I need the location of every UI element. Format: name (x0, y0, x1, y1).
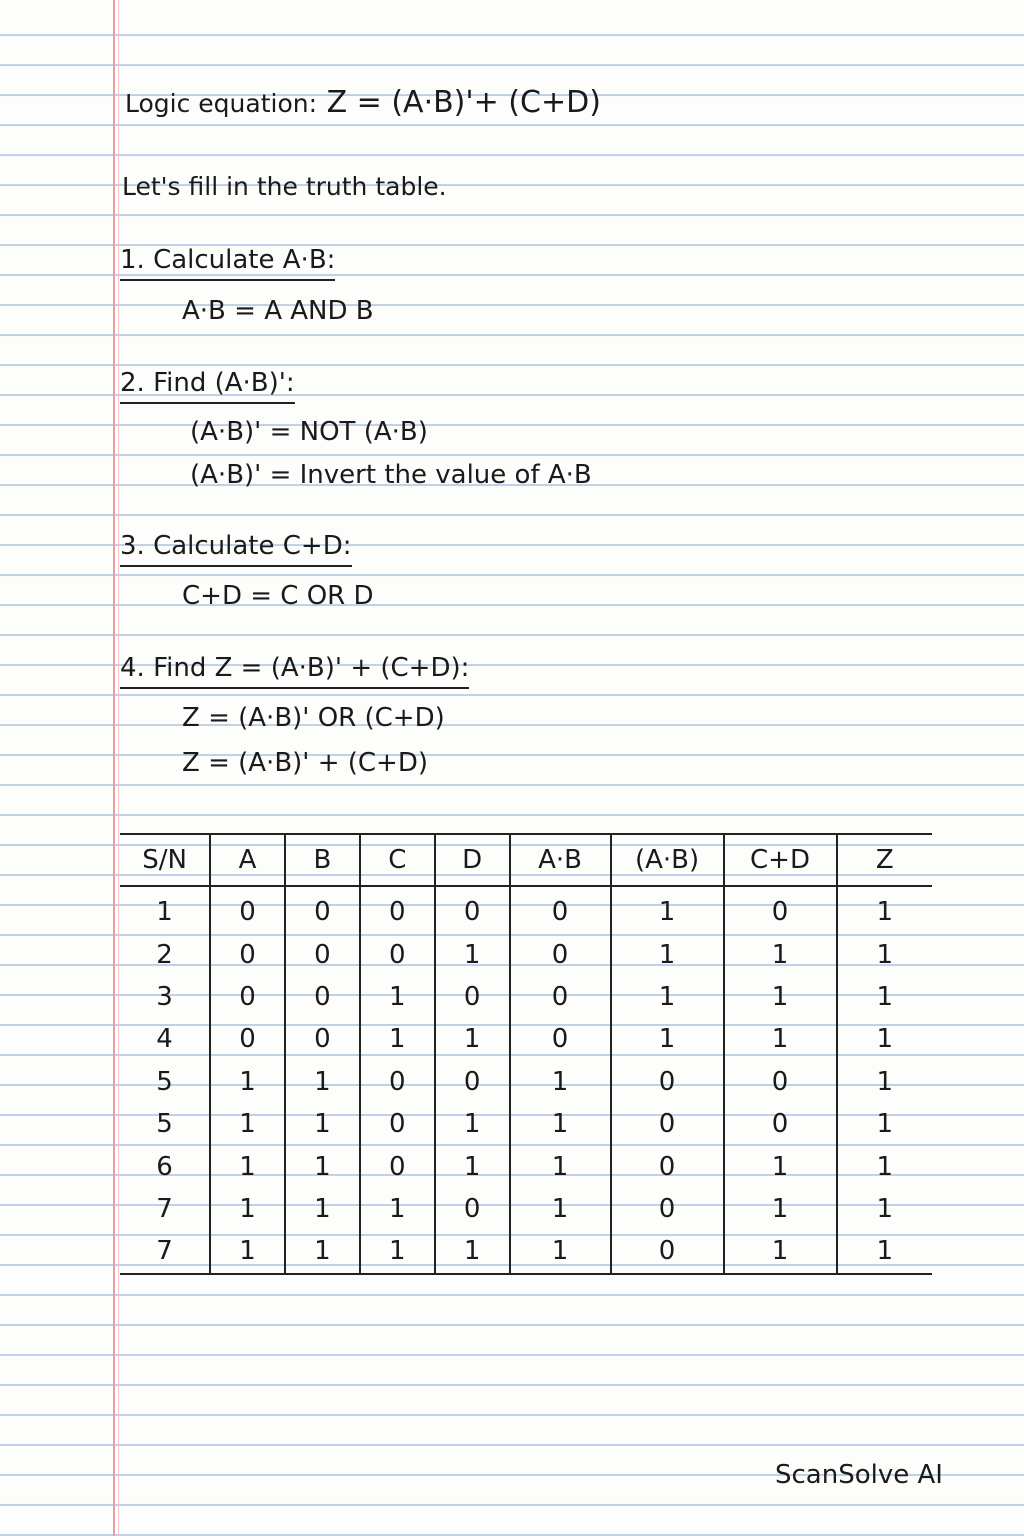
step-3-heading: 3. Calculate C+D: (120, 533, 352, 559)
header-z: Z (837, 834, 933, 886)
footer-brand: ScanSolve AI (775, 1460, 943, 1490)
table-cell: 1 (837, 1018, 933, 1060)
step-3-line-1: C+D = C OR D (182, 581, 374, 611)
table-cell: 1 (724, 1230, 837, 1273)
table-cell: 1 (611, 886, 724, 933)
step-2-line-1: (A·B)' = NOT (A·B) (190, 417, 428, 447)
table-cell: 1 (510, 1188, 611, 1230)
step-2-heading: 2. Find (A·B)': (120, 370, 295, 396)
table-cell: 0 (360, 886, 435, 933)
table-cell: 0 (210, 976, 285, 1018)
table-cell: 1 (837, 1230, 933, 1273)
table-cell: 3 (156, 981, 173, 1012)
table-cell: 1 (724, 976, 837, 1018)
table-cell: 1 (285, 1061, 360, 1103)
table-cell: 0 (435, 1188, 510, 1230)
table-cell: 0 (611, 1145, 724, 1187)
header-sn: S/N (120, 834, 210, 886)
table-cell: 0 (360, 933, 435, 975)
header-a-and-b: A·B (510, 834, 611, 886)
table-cell: 0 (611, 1230, 724, 1273)
table-cell: 0 (285, 976, 360, 1018)
table-cell: 1 (837, 1188, 933, 1230)
table-cell: 4 (156, 1024, 173, 1055)
table-body (120, 886, 932, 1274)
table-row (120, 1018, 932, 1060)
header-a: A (210, 834, 285, 886)
table-cell: 1 (435, 1145, 510, 1187)
table-row (120, 886, 932, 933)
table-cell: 1 (510, 1230, 611, 1273)
table-cell: 1 (360, 1188, 435, 1230)
table-cell: 1 (837, 1061, 933, 1103)
table-cell: 1 (837, 886, 933, 933)
title-equation: Z = (A·B)'+ (C+D) (326, 85, 601, 120)
step-4-line-2: Z = (A·B)' + (C+D) (182, 748, 429, 778)
table-cell: 1 (156, 897, 173, 928)
table-cell: 0 (360, 1145, 435, 1187)
table-cell: 1 (724, 933, 837, 975)
table-cell: 0 (435, 976, 510, 1018)
table-header-row (120, 834, 932, 886)
table-cell: 1 (360, 1230, 435, 1273)
table-cell: 0 (510, 933, 611, 975)
table-cell: 1 (285, 1103, 360, 1145)
table-row (120, 1145, 932, 1187)
table-cell: 1 (837, 1103, 933, 1145)
table-cell: 1 (837, 976, 933, 1018)
table-cell: 1 (210, 1188, 285, 1230)
truth-table (120, 833, 932, 1275)
table-cell: 1 (435, 933, 510, 975)
table-row (120, 933, 932, 975)
table-cell: 5 (156, 1109, 173, 1140)
table-cell: 1 (285, 1188, 360, 1230)
table-cell: 1 (837, 1145, 933, 1187)
table-cell: 0 (285, 886, 360, 933)
table-cell: 6 (156, 1151, 173, 1182)
table-cell: 0 (611, 1103, 724, 1145)
table-cell: 0 (210, 886, 285, 933)
table-cell: 0 (510, 1018, 611, 1060)
table-cell: 1 (285, 1145, 360, 1187)
table-cell: 0 (724, 1103, 837, 1145)
table-cell: 1 (510, 1145, 611, 1187)
table-cell: 1 (210, 1061, 285, 1103)
table-cell: 0 (210, 933, 285, 975)
margin-line (113, 0, 115, 1536)
table-cell: 1 (210, 1230, 285, 1273)
step-4-heading: 4. Find Z = (A·B)' + (C+D): (120, 655, 469, 681)
table-cell: 0 (285, 1018, 360, 1060)
table-cell: 1 (611, 976, 724, 1018)
table-cell: 2 (156, 939, 173, 970)
table-row (120, 976, 932, 1018)
step-1-line-1: A·B = A AND B (182, 296, 374, 326)
page-title (125, 85, 601, 120)
table-cell: 1 (724, 1188, 837, 1230)
table-cell: 0 (611, 1061, 724, 1103)
header-c: C (360, 834, 435, 886)
table-cell: 1 (210, 1145, 285, 1187)
header-b: B (285, 834, 360, 886)
step-4-line-1: Z = (A·B)' OR (C+D) (182, 703, 445, 733)
table-cell: 1 (435, 1103, 510, 1145)
table-cell: 0 (360, 1061, 435, 1103)
table-cell: 1 (210, 1103, 285, 1145)
intro-text: Let's fill in the truth table. (122, 172, 447, 201)
table-cell: 1 (837, 933, 933, 975)
table-cell: 0 (724, 886, 837, 933)
table-cell: 1 (611, 933, 724, 975)
table-cell: 5 (156, 1066, 173, 1097)
table-cell: 1 (724, 1145, 837, 1187)
table-cell: 1 (510, 1061, 611, 1103)
table-cell: 0 (285, 933, 360, 975)
table-cell: 0 (510, 886, 611, 933)
table-row (120, 1230, 932, 1273)
table-row (120, 1061, 932, 1103)
table-cell: 0 (210, 1018, 285, 1060)
title-label: Logic equation: (125, 89, 318, 118)
table-cell: 1 (611, 1018, 724, 1060)
table-cell: 7 (156, 1193, 173, 1224)
table-cell: 1 (360, 976, 435, 1018)
step-2-line-2: (A·B)' = Invert the value of A·B (190, 460, 592, 490)
table-cell: 1 (435, 1018, 510, 1060)
table-cell: 1 (435, 1230, 510, 1273)
table-cell: 0 (510, 976, 611, 1018)
table-cell: 7 (156, 1236, 173, 1267)
margin-line-secondary (118, 0, 119, 1536)
header-d: D (435, 834, 510, 886)
table-cell: 1 (285, 1230, 360, 1273)
step-1-heading: 1. Calculate A·B: (120, 247, 335, 273)
table-cell: 0 (435, 886, 510, 933)
table-row (120, 1188, 932, 1230)
table-cell: 0 (724, 1061, 837, 1103)
table-row (120, 1103, 932, 1145)
header-not-a-and-b: (A·B) (611, 834, 724, 886)
table-cell: 0 (435, 1061, 510, 1103)
table-cell: 1 (724, 1018, 837, 1060)
table-cell: 0 (611, 1188, 724, 1230)
header-c-or-d: C+D (724, 834, 837, 886)
table-cell: 1 (510, 1103, 611, 1145)
table-cell: 0 (360, 1103, 435, 1145)
table-cell: 1 (360, 1018, 435, 1060)
